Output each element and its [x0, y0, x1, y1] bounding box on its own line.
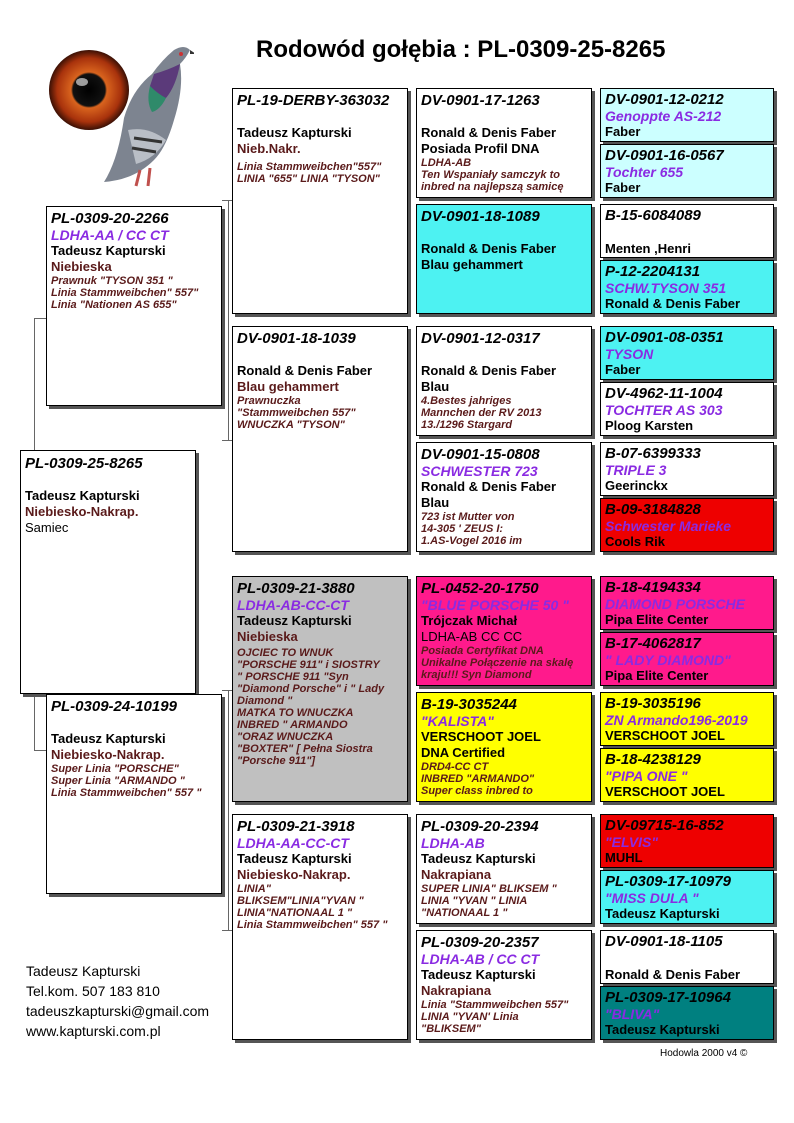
- note-line: " PORSCHE 911 "Syn: [237, 671, 349, 683]
- note-line: INBRED "ARMANDO": [421, 773, 535, 785]
- strain-label: LDHA-AB-CC-CT: [237, 597, 349, 613]
- note-line: Super Linia "ARMANDO ": [51, 775, 185, 787]
- breeder-name: Menten ,Henri: [605, 241, 691, 256]
- ring-number: DV-4962-11-1004: [605, 385, 723, 402]
- ancestor-card-gg[interactable]: [600, 632, 774, 686]
- pigeon-color: Niebiesko-Nakrap.: [237, 867, 351, 882]
- dam-card[interactable]: [46, 694, 222, 894]
- breeder-name: Tadeusz Kapturski: [605, 906, 720, 921]
- breeder-name: Geerinckx: [605, 478, 668, 493]
- note-line: 723 ist Mutter von: [421, 511, 515, 523]
- ancestor-card-gg[interactable]: [600, 814, 774, 868]
- pigeon-name: SCHWESTER 723: [421, 463, 538, 479]
- ancestor-card-g7[interactable]: [416, 814, 592, 924]
- ring-number: DV-0901-15-0808: [421, 446, 540, 463]
- note-line: "BLIKSEM": [421, 1023, 481, 1035]
- breeder-name: Tadeusz Kapturski: [51, 243, 166, 258]
- pigeon-name: "BLUE PORSCHE 50 ": [421, 597, 569, 613]
- ring-number: DV-09715-16-852: [605, 817, 724, 834]
- note-line: Mannchen der RV 2013: [421, 407, 542, 419]
- pigeon-color: Niebieska: [237, 629, 298, 644]
- note-line: Linia Stammweibchen" 557": [51, 287, 199, 299]
- ring-number: B-19-3035196: [605, 695, 701, 712]
- pigeon-name: Genoppte AS-212: [605, 108, 722, 124]
- contact-email[interactable]: tadeuszkapturski@gmail.com: [26, 1003, 210, 1019]
- breeder-name: Pipa Elite Center: [605, 612, 709, 627]
- breeder-name: Faber: [605, 124, 641, 139]
- breeder-name: Ronald & Denis Faber: [605, 967, 741, 982]
- pigeon-name: [601, 950, 773, 967]
- note-line: "Stammweibchen 557": [237, 407, 356, 419]
- info-line: Posiada Profil DNA: [421, 141, 540, 156]
- ancestor-card-gg[interactable]: [600, 442, 774, 496]
- pigeon-name: "KALISTA": [421, 713, 494, 729]
- note-line: SUPER LINIA" BLIKSEM ": [421, 883, 557, 895]
- connector-line: [222, 440, 232, 441]
- breeder-name: Tadeusz Kapturski: [237, 851, 352, 866]
- footer-note: Hodowla 2000 v4 ©: [660, 1048, 748, 1059]
- contact-name: Tadeusz Kapturski: [26, 963, 141, 979]
- connector-line: [228, 690, 229, 930]
- connector-line: [222, 930, 232, 931]
- ring-number: PL-0452-20-1750: [421, 580, 539, 597]
- ancestor-card-gg[interactable]: [600, 870, 774, 924]
- breeder-name: Faber: [605, 362, 641, 377]
- note-line: Prawnuczka: [237, 395, 301, 407]
- ring-number: B-18-4194334: [605, 579, 701, 596]
- info-line: DNA Certified: [421, 745, 506, 760]
- note-line: Linia "Stammweibchen 557": [421, 999, 569, 1011]
- note-line: LINIA "YVAN " LINIA: [421, 895, 528, 907]
- ancestor-card-gg[interactable]: [600, 498, 774, 552]
- note-line: Super Linia "PORSCHE": [51, 763, 179, 775]
- note-line: Linia Stammweibchen"557": [237, 161, 382, 173]
- note-line: "PORSCHE 911" i SIOSTRY: [237, 659, 380, 671]
- pigeon-name: "ELVIS": [605, 834, 658, 850]
- connector-line: [228, 200, 229, 440]
- ring-number: DV-0901-12-0212: [605, 91, 724, 108]
- pigeon-color: Nakrapiana: [421, 867, 492, 882]
- note-line: Super class inbred to: [421, 785, 533, 797]
- note-line: 1.AS-Vogel 2016 im: [421, 535, 523, 547]
- note-line: kraju!!! Syn Diamond: [421, 669, 532, 681]
- ring-number: PL-0309-20-2357: [421, 934, 539, 951]
- note-line: Linia Stammweibchen" 557 ": [237, 919, 388, 931]
- pigeon-name: "PIPA ONE ": [605, 768, 688, 784]
- ancestor-card-gg[interactable]: [600, 382, 774, 436]
- strain-label: LDHA-AB: [421, 835, 485, 851]
- ancestor-card-g4[interactable]: [416, 442, 592, 552]
- breeder-name: Tadeusz Kapturski: [605, 1022, 720, 1037]
- breeder-name: Cools Rik: [605, 534, 665, 549]
- note-line: inbred na najlepszą samicę: [421, 181, 564, 193]
- strain-label: LDHA-AA / CC CT: [51, 227, 169, 243]
- ancestor-card-gg[interactable]: [600, 204, 774, 258]
- ring-number: DV-0901-18-1105: [605, 933, 723, 950]
- pigeon-color: Nieb.Nakr.: [237, 141, 301, 156]
- breeder-name: Faber: [605, 180, 641, 195]
- breeder-name: Tadeusz Kapturski: [421, 967, 536, 982]
- note-line: DRD4-CC CT: [421, 761, 489, 773]
- note-line: Linia "Nationen AS 655": [51, 299, 177, 311]
- ring-number: B-19-3035244: [421, 696, 517, 713]
- pigeon-name: TRIPLE 3: [605, 462, 667, 478]
- connector-line: [222, 200, 232, 201]
- ring-number: DV-0901-12-0317: [421, 330, 540, 347]
- breeder-name: Ronald & Denis Faber: [237, 363, 373, 378]
- breeder-name: MUHL: [605, 850, 643, 865]
- pigeon-name: "MISS DULA ": [605, 890, 699, 906]
- note-line: "ORAZ WNUCZKA: [237, 731, 334, 743]
- breeder-name: Tadeusz Kapturski: [237, 125, 352, 140]
- ring-number: PL-19-DERBY-363032: [237, 92, 390, 109]
- note-line: "Diamond Porsche" i " Lady: [237, 683, 385, 695]
- pigeon-color: Blau: [421, 379, 450, 394]
- ring-number: B-18-4238129: [605, 751, 701, 768]
- ring-number: P-12-2204131: [605, 263, 701, 280]
- pigeon-name: "BLIVA": [605, 1006, 660, 1022]
- ancestor-card-gg[interactable]: [600, 260, 774, 314]
- ring-number: PL-0309-17-10964: [605, 989, 731, 1006]
- note-line: "BOXTER" [ Pełna Siostra: [237, 743, 373, 755]
- note-line: "Porsche 911"]: [237, 755, 316, 767]
- pigeon-name: DIAMOND PORSCHE: [605, 596, 746, 612]
- strain-label: LDHA-AB CC CC: [421, 629, 523, 644]
- breeder-name: Ronald & Denis Faber: [421, 125, 557, 140]
- ancestor-card-g2[interactable]: [416, 204, 592, 314]
- ring-number: PL-0309-21-3918: [237, 818, 355, 835]
- ring-number: PL-0309-17-10979: [605, 873, 731, 890]
- ancestor-card-g5[interactable]: [416, 576, 592, 686]
- breeder-name: Ronald & Denis Faber: [421, 479, 557, 494]
- note-line: LINIA": [237, 883, 271, 895]
- ring-number: PL-0309-21-3880: [237, 580, 355, 597]
- pigeon-name: Tochter 655: [605, 164, 684, 180]
- connector-line: [222, 690, 232, 691]
- ring-number: B-09-3184828: [605, 501, 701, 518]
- pigeon-name: Schwester Marieke: [605, 518, 732, 534]
- ancestor-card-g6[interactable]: [416, 692, 592, 802]
- pigeon-name: ZN Armando196-2019: [605, 712, 748, 728]
- strain-label: LDHA-AA-CC-CT: [237, 835, 349, 851]
- note-line: OJCIEC TO WNUK: [237, 647, 334, 659]
- ring-number: DV-0901-18-1039: [237, 330, 356, 347]
- ring-number: PL-0309-24-10199: [51, 698, 177, 715]
- ring-number: DV-0901-17-1263: [421, 92, 540, 109]
- ring-number: PL-0309-20-2266: [51, 210, 169, 227]
- strain-label: LDHA-AB / CC CT: [421, 951, 540, 967]
- ancestor-card-gg[interactable]: [600, 986, 774, 1040]
- ancestor-card-g3[interactable]: [416, 326, 592, 436]
- pigeon-color: Niebieska: [51, 259, 112, 274]
- note-line: Diamond ": [237, 695, 293, 707]
- ancestor-card-gg[interactable]: [600, 930, 774, 984]
- breeder-name: VERSCHOOT JOEL: [605, 728, 725, 743]
- pigeon-name: SCHW.TYSON 351: [605, 280, 727, 296]
- breeder-name: Tadeusz Kapturski: [421, 851, 536, 866]
- breeder-name: Ronald & Denis Faber: [421, 241, 557, 256]
- ring-number: DV-0901-16-0567: [605, 147, 724, 164]
- breeder-name: VERSCHOOT JOEL: [605, 784, 725, 799]
- breeder-name: Ronald & Denis Faber: [605, 296, 741, 311]
- note-line: "NATIONAAL 1 ": [421, 907, 508, 919]
- note-line: 13./1296 Stargard: [421, 419, 513, 431]
- breeder-name: Pipa Elite Center: [605, 668, 709, 683]
- note-line: LINIA "YVAN' Linia: [421, 1011, 519, 1023]
- ring-number: DV-0901-08-0351: [605, 329, 724, 346]
- note-line: WNUCZKA "TYSON": [237, 419, 345, 431]
- subject-card[interactable]: [20, 450, 196, 694]
- note-line: LINIA"NATIONAAL 1 ": [237, 907, 353, 919]
- contact-phone: Tel.kom. 507 183 810: [26, 983, 160, 999]
- breeder-name: VERSCHOOT JOEL: [421, 729, 541, 744]
- grandparent-card-ss[interactable]: [232, 88, 408, 314]
- ring-number: PL-0309-25-8265: [25, 455, 143, 472]
- note-line: 14-305 ' ZEUS I:: [421, 523, 504, 535]
- contact-website[interactable]: www.kapturski.com.pl: [26, 1023, 161, 1039]
- grandparent-card-dd[interactable]: [232, 814, 408, 1040]
- breeder-name: Tadeusz Kapturski: [237, 613, 352, 628]
- note-line: Ten Wspaniały samczyk to: [421, 169, 560, 181]
- pigeon-sex: Samiec: [25, 520, 69, 535]
- note-line: 4.Bestes jahriges: [421, 395, 512, 407]
- ring-number: B-15-6084089: [605, 207, 701, 224]
- ancestor-card-gg[interactable]: [600, 326, 774, 380]
- breeder-name: Tadeusz Kapturski: [25, 488, 140, 503]
- breeder-name: Trójczak Michał: [421, 613, 518, 628]
- breeder-name: Ronald & Denis Faber: [421, 363, 557, 378]
- ancestor-card-gg[interactable]: [600, 748, 774, 802]
- note-line: Unikalne Połączenie na skalę: [421, 657, 574, 669]
- ring-number: B-07-6399333: [605, 445, 701, 462]
- note-line: MATKA TO WNUCZKA: [237, 707, 354, 719]
- ancestor-card-gg[interactable]: [600, 576, 774, 630]
- ring-number: DV-0901-18-1089: [421, 208, 540, 225]
- ancestor-card-gg[interactable]: [600, 692, 774, 746]
- ancestor-card-g1[interactable]: [416, 88, 592, 198]
- ancestor-card-gg[interactable]: [600, 144, 774, 198]
- eye-pigeon-logo: [44, 30, 194, 190]
- page-title: Rodowód gołębia : PL-0309-25-8265: [256, 36, 666, 63]
- ring-number: B-17-4062817: [605, 635, 701, 652]
- note-line: LINIA "655" LINIA "TYSON": [237, 173, 380, 185]
- pigeon-color: Niebiesko-Nakrap.: [51, 747, 165, 762]
- note-line: INBRED " ARMANDO: [237, 719, 348, 731]
- ring-number: PL-0309-20-2394: [421, 818, 539, 835]
- breeder-name: Ploog Karsten: [605, 418, 694, 433]
- pigeon-name: [601, 224, 773, 241]
- sire-card[interactable]: [46, 206, 222, 406]
- grandparent-card-ds[interactable]: [232, 576, 408, 802]
- pigeon-name: TYSON: [605, 346, 654, 362]
- breeder-name: Tadeusz Kapturski: [51, 731, 166, 746]
- note-line: Linia Stammweibchen" 557 ": [51, 787, 202, 799]
- contact-block: [26, 961, 209, 1041]
- pigeon-color: Blau gehammert: [237, 379, 339, 394]
- ancestor-card-gg[interactable]: [600, 88, 774, 142]
- note-line: LDHA-AB: [421, 157, 472, 169]
- ancestor-card-g8[interactable]: [416, 930, 592, 1040]
- grandparent-card-sd[interactable]: [232, 326, 408, 552]
- pigeon-name: TOCHTER AS 303: [605, 402, 723, 418]
- pigeon-color: Nakrapiana: [421, 983, 492, 998]
- pigeon-name: " LADY DIAMOND": [605, 652, 731, 668]
- note-line: BLIKSEM"LINIA"YVAN ": [237, 895, 364, 907]
- pigeon-color: Niebiesko-Nakrap.: [25, 504, 139, 519]
- note-line: Posiada Certyfikat DNA: [421, 645, 544, 657]
- connector-line: [34, 318, 35, 452]
- pigeon-color: Blau gehammert: [421, 257, 523, 272]
- pigeon-color: Blau: [421, 495, 450, 510]
- note-line: Prawnuk "TYSON 351 ": [51, 275, 173, 287]
